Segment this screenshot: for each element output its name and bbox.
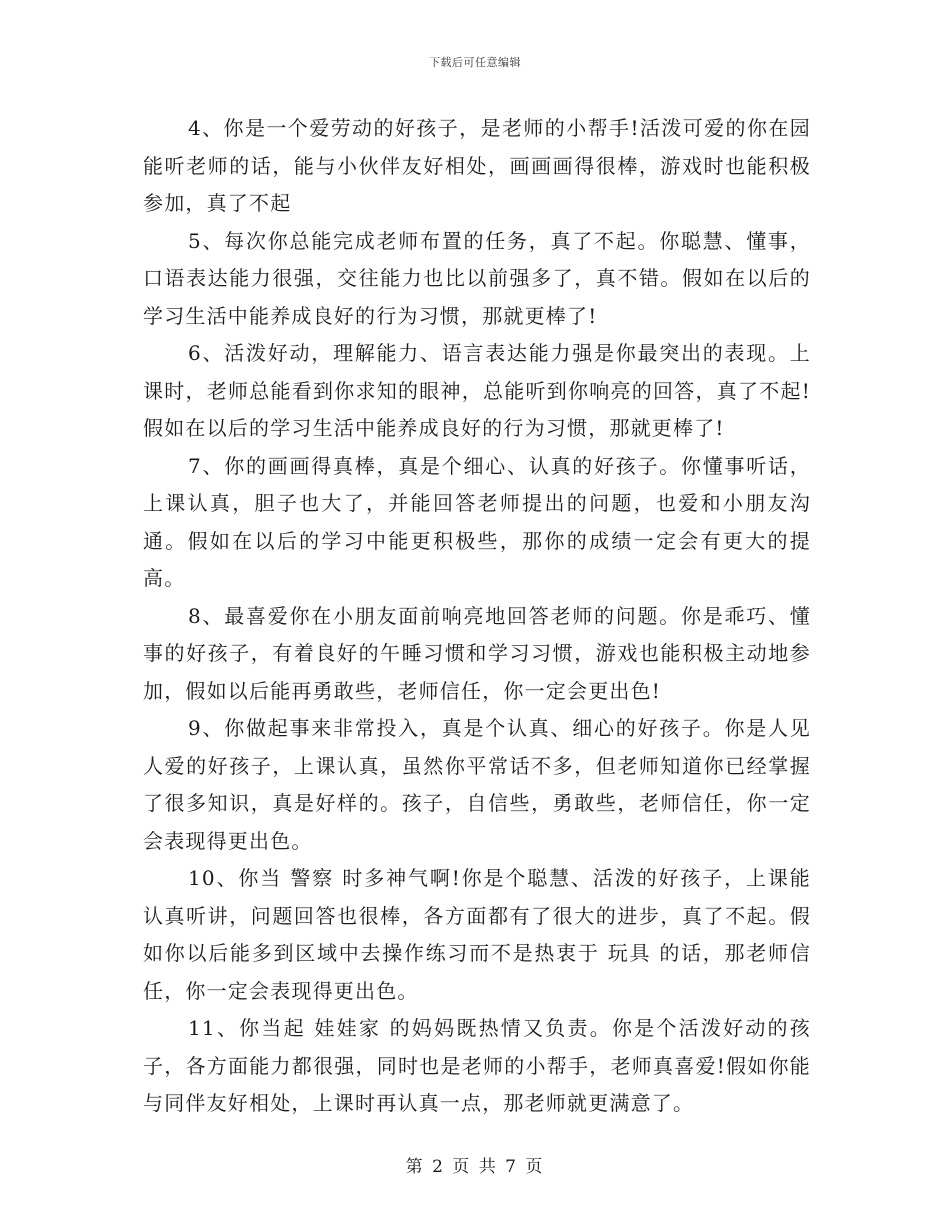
- page-footer: 第 2 页 共 7 页: [405, 1157, 545, 1177]
- paragraph-6: 6、活泼好动，理解能力、语言表达能力强是你最突出的表现。上课时，老师总能看到你求知的眼神，总能听到你响亮的回答，真了不起!假如在以后的学习生活中能养成良好的行为习惯，那就更棒了!: [143, 341, 811, 440]
- document-body: [143, 110, 811, 1123]
- paragraph-9: 9、你做起事来非常投入，真是个认真、细心的好孩子。你是人见人爱的好孩子，上课认真，虽然你平常话不多，但老师知道你已经掌握了很多知识，真是好样的。孩子，自信些，勇敢些，老师信任，你一定会表现得更出色。: [143, 716, 811, 853]
- paragraph-11: 11、你当起 娃娃家 的妈妈既热情又负责。你是个活泼好动的孩子，各方面能力都很强，同时也是老师的小帮手，老师真喜爱!假如你能与同伴友好相处，上课时再认真一点，那老师就更满意了。: [143, 1016, 811, 1115]
- paragraph-10: 10、你当 警察 时多神气啊!你是个聪慧、活泼的好孩子，上课能认真听讲，问题回答也很棒，各方面都有了很大的进步，真了不起。假如你以后能多到区域中去操作练习而不是热衷于 玩具 的话，那老师信任，你一定会表现得更出色。: [143, 866, 811, 1003]
- paragraph-4: 4、你是一个爱劳动的好孩子，是老师的小帮手!活泼可爱的你在园能听老师的话，能与小伙伴友好相处，画画画得很棒，游戏时也能积极参加，真了不起: [143, 116, 811, 215]
- paragraph-5: 5、每次你总能完成老师布置的任务，真了不起。你聪慧、懂事，口语表达能力很强，交往能力也比以前强多了，真不错。假如在以后的学习生活中能养成良好的行为习惯，那就更棒了!: [143, 228, 811, 328]
- page-header: 下载后可任意编辑: [429, 56, 521, 69]
- paragraph-8: 8、最喜爱你在小朋友面前响亮地回答老师的问题。你是乖巧、懂事的好孩子，有着良好的午睡习惯和学习习惯，游戏也能积极主动地参加，假如以后能再勇敢些，老师信任，你一定会更出色!: [143, 603, 811, 703]
- paragraph-7: 7、你的画画得真棒，真是个细心、认真的好孩子。你懂事听话，上课认真，胆子也大了，并能回答老师提出的问题，也爱和小朋友沟通。假如在以后的学习中能更积极些，那你的成绩一定会有更大的提高。: [143, 453, 811, 590]
